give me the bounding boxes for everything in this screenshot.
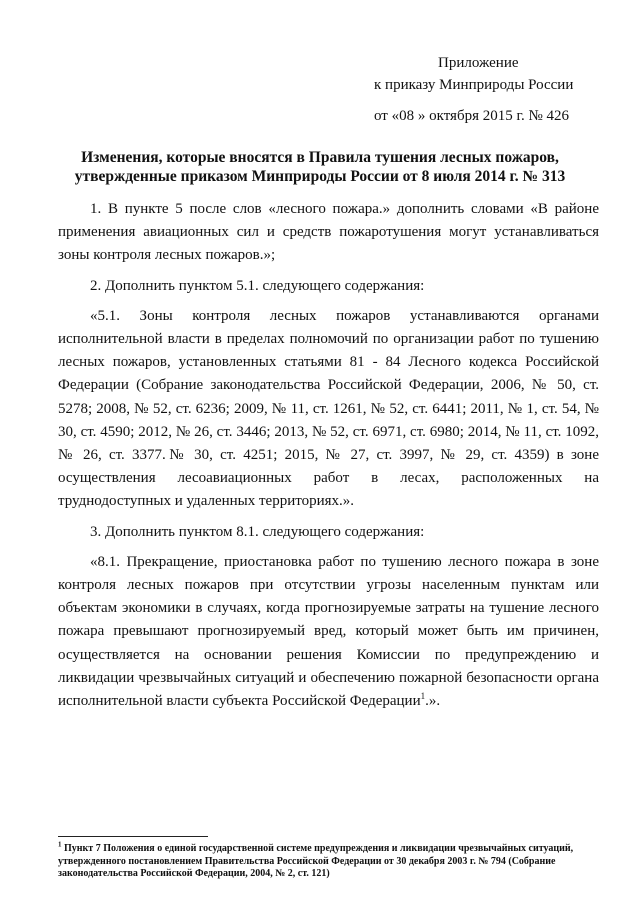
title-line-1: Изменения, которые вносятся в Правила тушения лесных пожаров, (81, 149, 559, 166)
paragraph-5-text: «8.1. Прекращение, приостановка работ по тушению лесного пожара в зоне контроля лесных пожаров при отсутствии угрозы населенным пунктам или объектам экономики в случаях, когда прогнозируемые затраты на тушение лесного пожара превышают прогнозируемый вред, который может быть им причинен, осуществляется на основании решения Комиссии по предупреждению и ликвидации чрезвычайных ситуаций и обеспечению пожарной безопасности органа исполнительной власти субъекта Российской Федерации (58, 553, 599, 710)
title-line-2: утвержденные приказом Минприроды России от 8 июля 2014 г. № 313 (74, 168, 566, 185)
footnote-marker: 1 (58, 840, 62, 849)
paragraph-5-end: .». (425, 693, 441, 710)
paragraph-4: 3. Дополнить пунктом 8.1. следующего содержания: (90, 523, 425, 540)
paragraph-5 (58, 551, 599, 713)
appendix-header (374, 52, 573, 96)
paragraph-2: 2. Дополнить пунктом 5.1. следующего содержания: (90, 277, 425, 294)
document-body (58, 198, 599, 713)
appendix-label: Приложение (438, 55, 519, 71)
footnote-divider (58, 836, 208, 837)
document-title (60, 148, 580, 186)
paragraph-3: «5.1. Зоны контроля лесных пожаров устанавливаются органами исполнительной власти в пределах полномочий по организации работ по тушению лесных пожаров, установленных статьями 81 - 84 Лесного кодекса Российской Федерации (Собрание законодательства Российской Федерации, 2006, № 50, ст. 5278; 2008, № 52, ст. 6236; 2009, № 11, ст. 1261, № 52, ст. 6441; 2011, № 1, ст. 54, № 30, ст. 4590; 2012, № 26, ст. 3446; 2013, № 52, ст. 6971, ст. 6980; 2014, № 11, ст. 1092, № 26, ст. 3377.№ 30, ст. 4251; 2015, № 27, ст. 3997, № 29, ст. 4359) в зоне осуществления лесоавиационных работ в лесах, расположенных на труднодоступных и удаленных территориях.». (58, 307, 599, 510)
footnote-text: Пункт 7 Положения о единой государственной системе предупреждения и ликвидации чрезвычайных ситуаций, утвержденного постановлением Правительства Российской Федерации от 30 декабря 2003 г. № 794 (Собрание законодательства Российской Федерации, 2004, № 2, ст. 121) (58, 843, 574, 879)
appendix-order-ref: к приказу Минприроды России (374, 77, 574, 93)
paragraph-1: 1. В пункте 5 после слов «лесного пожара.» дополнить словами «В районе применения авиационных сил и средств пожаротушения могут устанавливаться зоны контроля лесных пожаров.»; (58, 201, 599, 264)
footnote-reference: 1 (420, 691, 426, 702)
order-date-line: от «08 » октября 2015 г. № 426 (374, 108, 570, 124)
footnote (58, 840, 599, 881)
